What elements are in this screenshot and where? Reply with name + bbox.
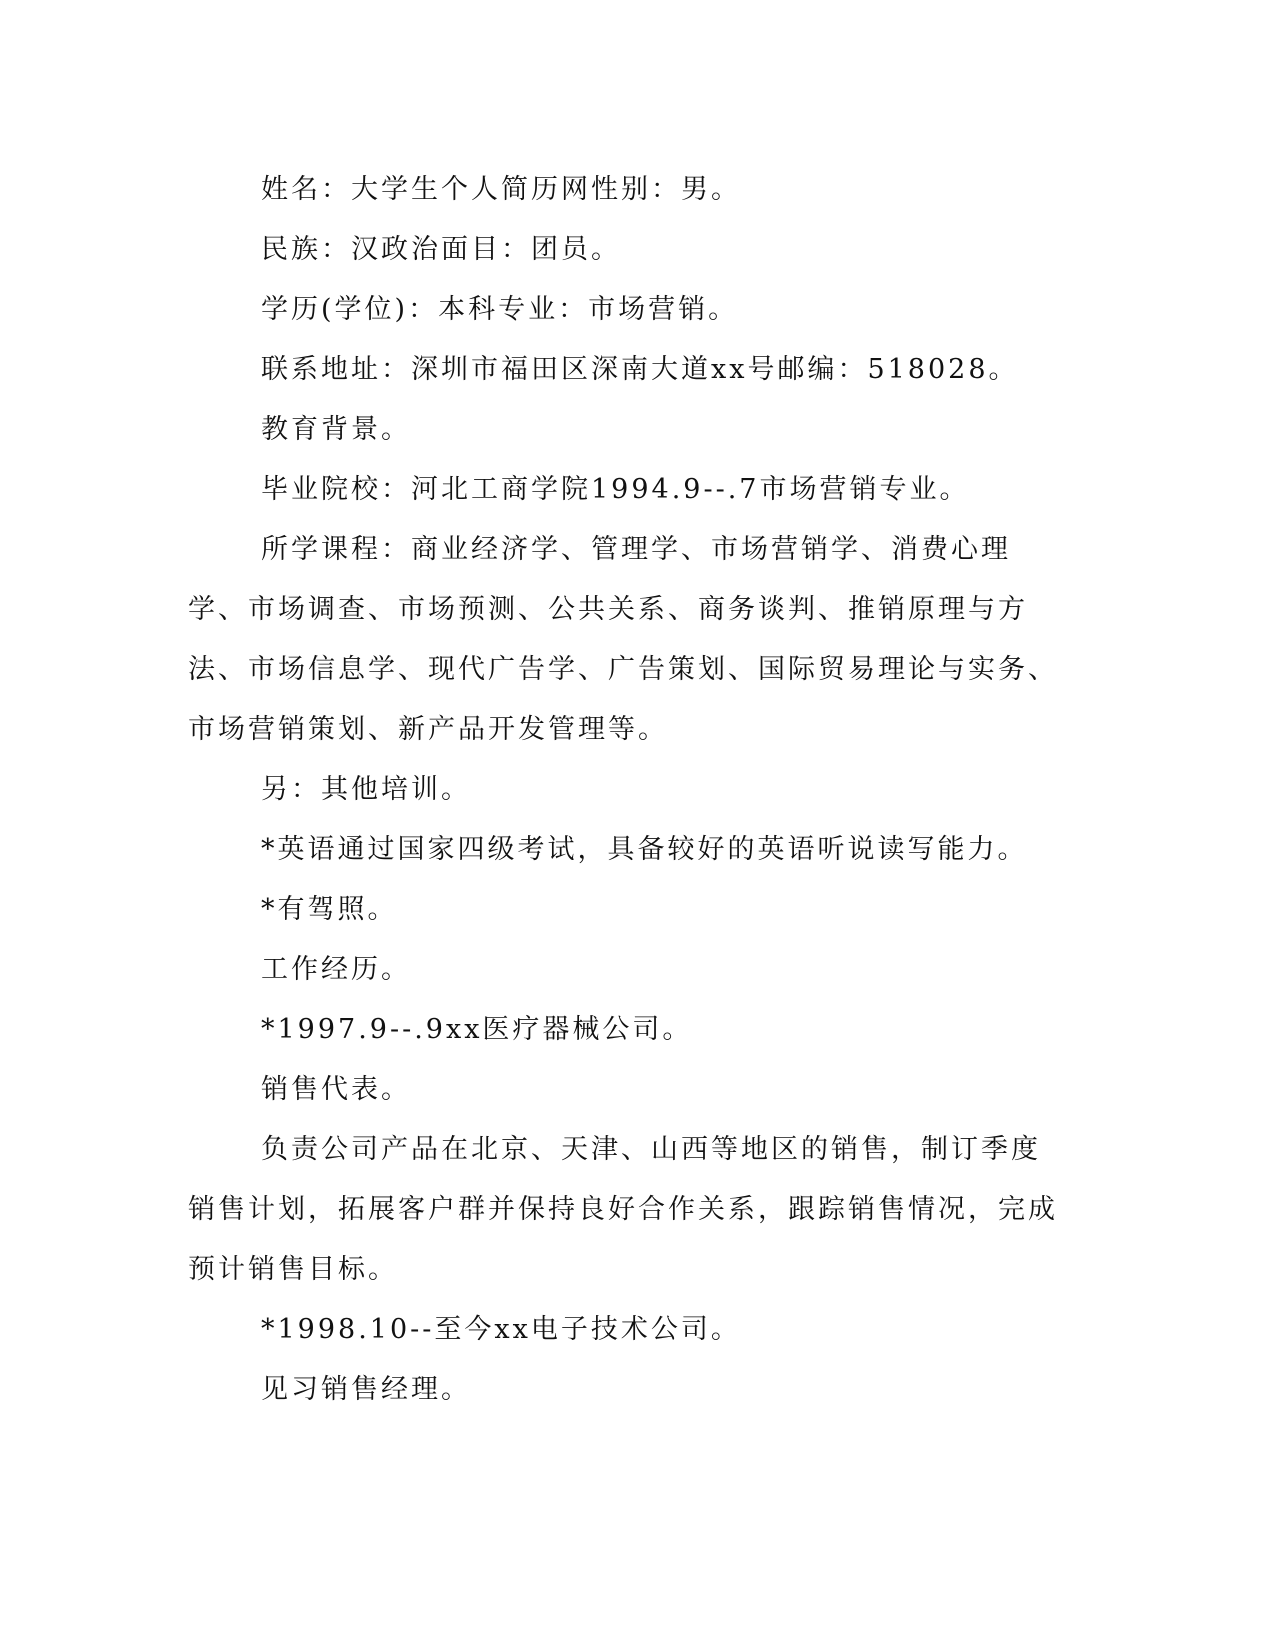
resume-body [188,160,1070,1420]
paragraph-license: *有驾照。 [261,894,398,925]
section-heading-training: 另：其他培训。 [261,774,471,805]
paragraph-courses: 所学课程：商业经济学、管理学、市场营销学、消费心理学、市场调查、市场预测、公共关系、商务谈判、推销原理与方法、市场信息学、现代广告学、广告策划、国际贸易理论与实务、市场营销策划、新产品开发管理等。 [188,534,1058,745]
paragraph-address: 联系地址：深圳市福田区深南大道xx号邮编：518028。 [261,354,1019,385]
paragraph-job-2: *1998.10--至今xx电子技术公司。 [261,1314,741,1345]
paragraph-job-1-title: 销售代表。 [261,1074,411,1105]
paragraph-school: 毕业院校：河北工商学院1994.9--.7市场营销专业。 [261,474,970,505]
paragraph-ethnicity-politics: 民族：汉政治面目：团员。 [261,234,621,265]
paragraph-job-1-duties: 负责公司产品在北京、天津、山西等地区的销售，制订季度销售计划，拓展客户群并保持良好合作关系，跟踪销售情况，完成预计销售目标。 [188,1134,1058,1285]
paragraph-job-1: *1997.9--.9xx医疗器械公司。 [261,1014,693,1045]
section-heading-work: 工作经历。 [261,954,411,985]
paragraph-name-gender: 姓名：大学生个人简历网性别：男。 [261,174,741,205]
paragraph-job-2-title: 见习销售经理。 [261,1374,471,1405]
paragraph-degree-major: 学历(学位)：本科专业：市场营销。 [261,294,739,325]
section-heading-education: 教育背景。 [261,414,411,445]
paragraph-english: *英语通过国家四级考试，具备较好的英语听说读写能力。 [261,834,1028,865]
